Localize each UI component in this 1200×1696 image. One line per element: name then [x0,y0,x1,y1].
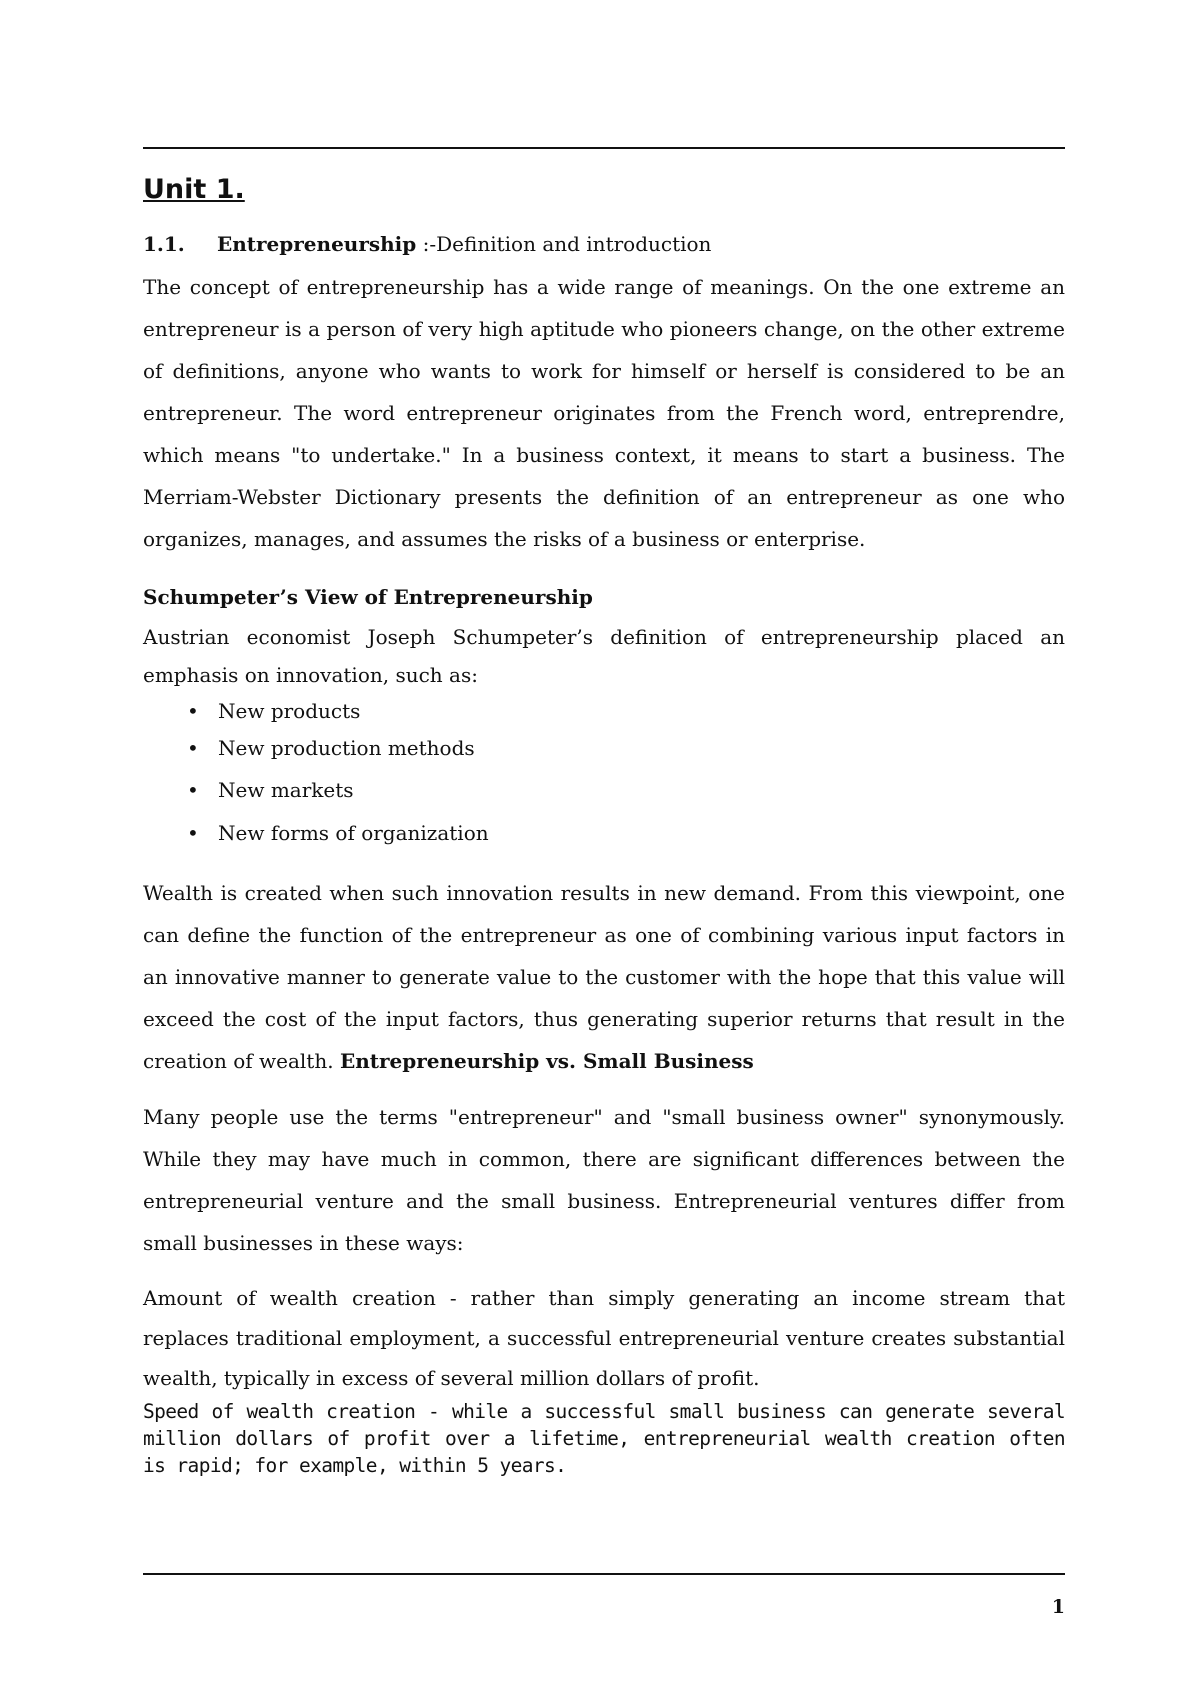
wealth-paragraph: Wealth is created when such innovation results in new demand. From this viewpoint, one can define the function of the entrepreneur as one of combining various input factors in an innovative manner to generate value to the customer with the hope that this value will exceed the cost of the input factors, thus generating superior returns that result in the creation of wealth. Entrepreneurship vs. Small Business [143,881,1065,1073]
amount-paragraph: Amount of wealth creation - rather than simply generating an income stream that replaces traditional employment, a successful entrepreneurial venture creates substantial wealth, typically in excess of several million dollars of profit. [143,1286,1065,1390]
list-item: • New forms of organization [143,812,1065,854]
section-rest: :-Definition and introduction [416,232,712,256]
footer-rule [143,1573,1065,1575]
bullet-icon: • [187,778,199,802]
list-item: • New production methods [143,728,1065,768]
header-rule [143,147,1065,149]
section-number: 1.1. [143,232,185,256]
speed-paragraph: Speed of wealth creation - while a successful small business can generate several million dollars of profit over a lifetime, entrepreneurial wealth creation often is rapid; for example, within 5 years. [143,1400,1065,1477]
page-number: 1 [1051,1596,1065,1618]
list-item: • New markets [143,768,1065,812]
small-business-paragraph: Many people use the terms "entrepreneur" and "small business owner" synonymously. While they may have much in common, there are significant differences between the entrepreneurial venture and the small business. Entrepreneurial ventures differ from small businesses in these ways: [143,1105,1065,1255]
section-heading [143,230,1065,258]
schumpeter-heading: Schumpeter’s View of Entrepreneurship [143,585,593,609]
unit-title: Unit 1. [143,174,245,205]
section-title [217,230,711,258]
page-body [143,168,1065,1479]
list-item: • New products [143,694,1065,728]
intro-paragraph: The concept of entrepreneurship has a wide range of meanings. On the one extreme an entrepreneur is a person of very high aptitude who pioneers change, on the other extreme of definitions, anyone who wants to work for himself or herself is considered to be an entrepreneur. The word entrepreneur originates from the French word, entreprendre, which means "to undertake." In a business context, it means to start a business. The Merriam-Webster Dictionary presents the definition of an entrepreneur as one who organizes, manages, and assumes the risks of a business or enterprise. [143,275,1065,551]
section-term: Entrepreneurship [217,232,417,256]
small-business-heading: Entrepreneurship vs. Small Business [339,1049,754,1073]
bullet-icon: • [187,821,199,845]
bullet-icon: • [187,699,199,723]
bullet-icon: • [187,736,199,760]
innovation-list [143,694,1065,854]
schumpeter-intro: Austrian economist Joseph Schumpeter’s definition of entrepreneurship placed an emphasis on innovation, such as: [143,625,1065,687]
